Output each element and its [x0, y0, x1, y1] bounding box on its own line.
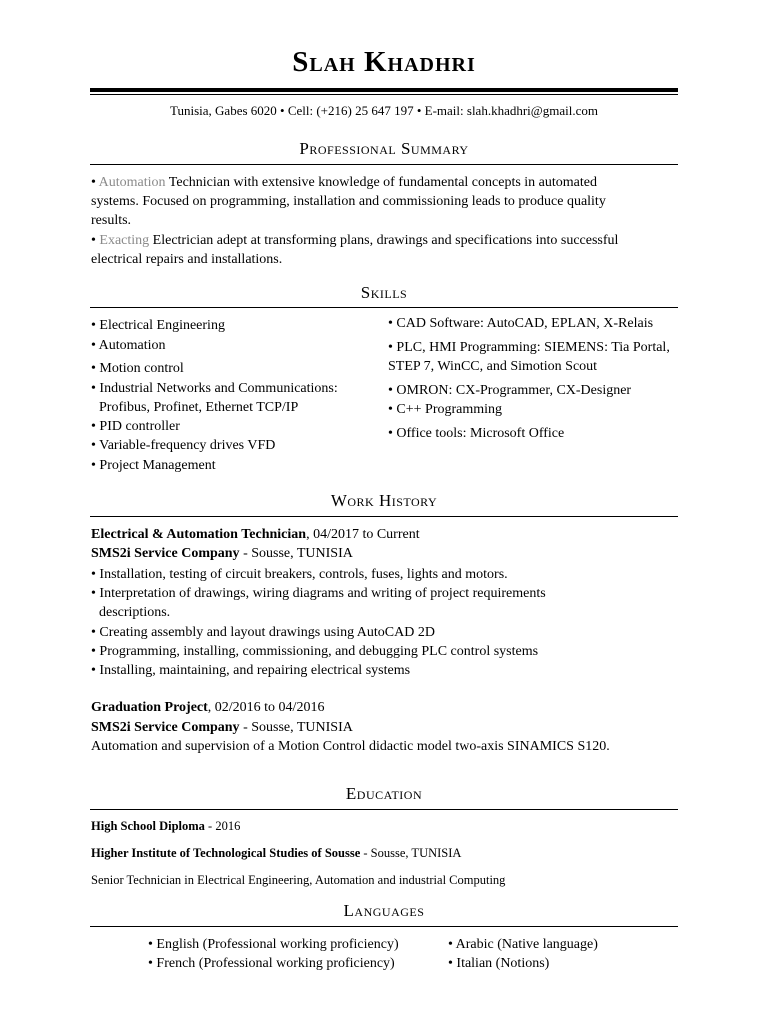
- language-item: • English (Professional working proficiency): [148, 937, 399, 952]
- education-diploma: [91, 819, 240, 834]
- skill-item: • Industrial Networks and Communications:: [91, 381, 338, 396]
- summary-keyword: Automation: [98, 175, 166, 190]
- languages-rule: [90, 926, 678, 927]
- job-location: - Sousse, TUNISIA: [239, 546, 353, 561]
- language-item: • French (Professional working proficiency): [148, 956, 395, 971]
- job-bullet: • Installing, maintaining, and repairing electrical systems: [91, 663, 411, 678]
- job-bullet: • Installation, testing of circuit breakers, controls, fuses, lights and motors.: [91, 567, 508, 582]
- job-title-line: [91, 527, 420, 543]
- skill-item: • CAD Software: AutoCAD, EPLAN, X-Relais: [388, 316, 654, 331]
- job-title-line: [91, 700, 324, 716]
- skill-item: • OMRON: CX-Programmer, CX-Designer: [388, 383, 632, 398]
- job-description: Automation and supervision of a Motion Control didactic model two-axis SINAMICS S120.: [91, 739, 610, 754]
- skills-heading: Skills: [360, 283, 408, 302]
- contact-line: Tunisia, Gabes 6020 • Cell: (+216) 25 647 197 • E-mail: slah.khadhri@gmail.com: [170, 103, 598, 118]
- skill-item: • Project Management: [91, 458, 216, 473]
- education-institute: [91, 846, 461, 861]
- languages-heading: Languages: [343, 901, 425, 920]
- job-bullet-cont: descriptions.: [99, 605, 171, 620]
- language-item: • Italian (Notions): [448, 956, 550, 971]
- language-item: • Arabic (Native language): [448, 937, 598, 952]
- skill-item: • Automation: [91, 338, 166, 353]
- skill-item: • C++ Programming: [388, 402, 503, 417]
- skill-item-cont: Profibus, Profinet, Ethernet TCP/IP: [99, 400, 299, 415]
- diploma-name: High School Diploma: [91, 819, 205, 833]
- skill-item: • Variable-frequency drives VFD: [91, 438, 276, 453]
- work-rule: [90, 516, 678, 517]
- summary-text-line: results.: [91, 213, 132, 228]
- candidate-name: Slah Khadhri: [292, 46, 476, 78]
- job-bullet: • Creating assembly and layout drawings using AutoCAD 2D: [91, 625, 435, 640]
- bullet: •: [91, 175, 96, 190]
- bullet: •: [91, 233, 96, 248]
- education-degree: Senior Technician in Electrical Engineering, Automation and industrial Computing: [91, 873, 506, 887]
- summary-rule: [90, 164, 678, 165]
- skill-item: • PLC, HMI Programming: SIEMENS: Tia Portal,: [388, 340, 670, 355]
- summary-item: [91, 233, 618, 249]
- skill-item-cont: STEP 7, WinCC, and Simotion Scout: [388, 359, 598, 374]
- skill-item: • Electrical Engineering: [91, 318, 225, 333]
- job-company: SMS2i Service Company: [91, 720, 240, 735]
- job-role: Graduation Project: [91, 700, 208, 715]
- header-rule-thin: [90, 94, 678, 95]
- skill-item: • PID controller: [91, 419, 180, 434]
- job-dates: , 02/2016 to 04/2016: [207, 700, 325, 715]
- job-company-line: [91, 546, 353, 562]
- education-rule: [90, 809, 678, 810]
- summary-text: Electrician adept at transforming plans, drawings and specifications into successful: [149, 233, 619, 248]
- job-bullet: • Programming, installing, commissioning, and debugging PLC control systems: [91, 644, 539, 659]
- summary-text: Technician with extensive knowledge of fundamental concepts in automated: [165, 175, 597, 190]
- job-role: Electrical & Automation Technician: [91, 527, 307, 542]
- summary-item: [91, 175, 597, 191]
- job-company-line: [91, 720, 353, 736]
- job-bullet: • Interpretation of drawings, wiring diagrams and writing of project requirements: [91, 586, 546, 601]
- summary-text-line: electrical repairs and installations.: [91, 252, 283, 267]
- summary-keyword: Exacting: [99, 233, 150, 248]
- summary-text-line: systems. Focused on programming, installation and commissioning leads to produce quality: [91, 194, 606, 209]
- institute-location: - Sousse, TUNISIA: [360, 846, 462, 860]
- summary-heading: Professional Summary: [299, 139, 469, 158]
- skill-item: • Office tools: Microsoft Office: [388, 426, 565, 441]
- job-company: SMS2i Service Company: [91, 546, 240, 561]
- header-rule-thick: [90, 88, 678, 92]
- skills-rule: [90, 307, 678, 308]
- job-location: - Sousse, TUNISIA: [239, 720, 353, 735]
- diploma-year: - 2016: [204, 819, 241, 833]
- education-heading: Education: [345, 784, 423, 803]
- job-dates: , 04/2017 to Current: [306, 527, 420, 542]
- skill-item: • Motion control: [91, 361, 184, 376]
- institute-name: Higher Institute of Technological Studies of Sousse: [91, 846, 361, 860]
- work-heading: Work History: [330, 491, 438, 510]
